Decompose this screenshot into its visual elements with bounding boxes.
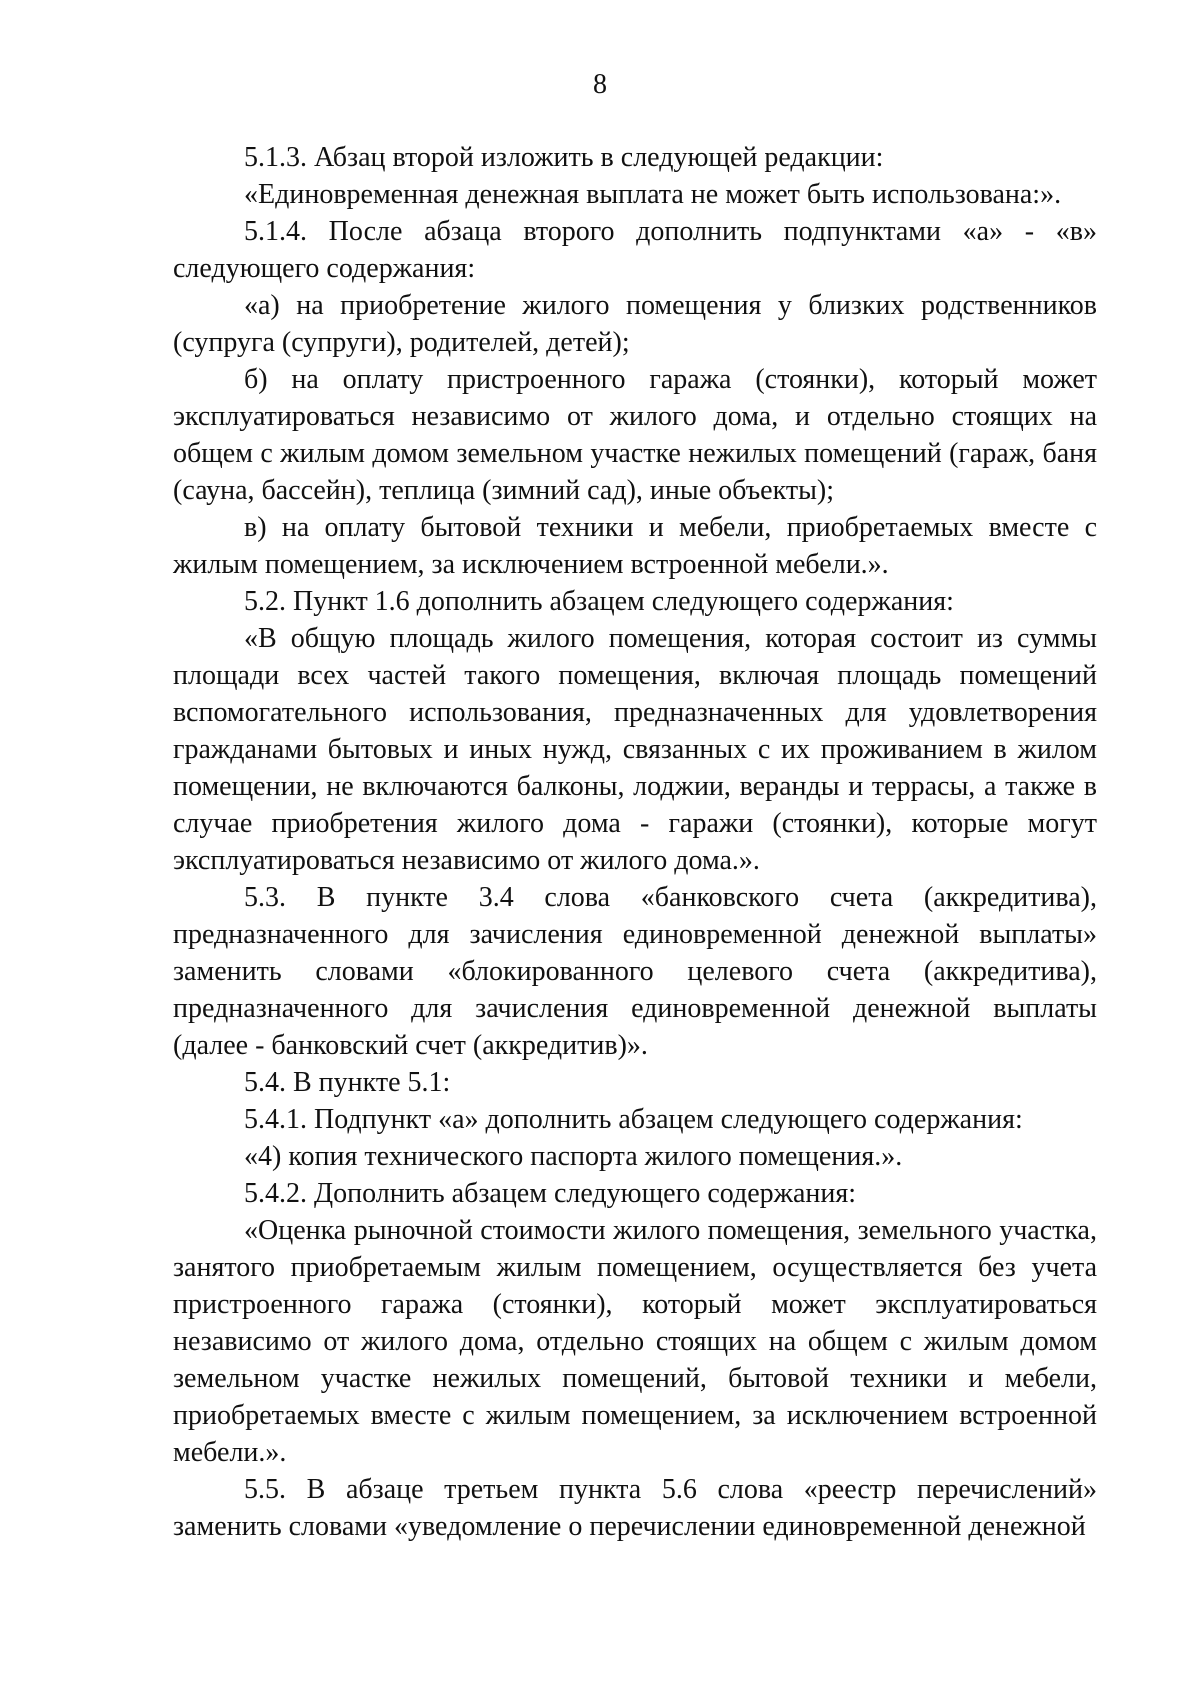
paragraph-quote-payment: «Единовременная денежная выплата не может быть использована:». <box>244 179 1062 210</box>
paragraph-subitem-a: «а) на приобретение жилого помещения у близких родственников (супруга (супруги), родителей, детей); <box>173 290 1097 358</box>
paragraph-subitem-v: в) на оплату бытовой техники и мебели, приобретаемых вместе с жилым помещением, за исключением встроенной мебели.». <box>173 512 1097 580</box>
paragraph-5-4-2: 5.4.2. Дополнить абзацем следующего содержания: <box>244 1178 857 1209</box>
paragraph-5-2: 5.2. Пункт 1.6 дополнить абзацем следующего содержания: <box>244 586 954 617</box>
paragraph-5-1-4: 5.1.4. После абзаца второго дополнить подпунктами «а» - «в» следующего содержания: <box>173 216 1097 284</box>
paragraph-subitem-b: б) на оплату пристроенного гаража (стоянки), который может эксплуатироваться независимо от жилого дома, и отдельно стоящих на общем с жилым домом земельном участке нежилых помещений (гараж, баня (сауна, бассейн), теплица (зимний сад), иные объекты); <box>173 364 1097 506</box>
paragraph-5-1-3: 5.1.3. Абзац второй изложить в следующей редакции: <box>244 142 884 173</box>
paragraph-5-4: 5.4. В пункте 5.1: <box>244 1067 451 1098</box>
paragraph-quote-area: «В общую площадь жилого помещения, которая состоит из суммы площади всех частей такого помещения, включая площадь помещений вспомогательного использования, предназначенных для удовлетворения гражданами бытовых и иных нужд, связанных с их проживанием в жилом помещении, не включаются балконы, лоджии, веранды и террасы, а также в случае приобретения жилого дома - гаражи (стоянки), которые могут эксплуатироваться независимо от жилого дома.». <box>173 623 1097 876</box>
paragraph-5-5: 5.5. В абзаце третьем пункта 5.6 слова «реестр перечислений» заменить словами «уведомление о перечислении единовременной денежной <box>173 1474 1097 1542</box>
paragraph-5-4-1: 5.4.1. Подпункт «а» дополнить абзацем следующего содержания: <box>244 1104 1023 1135</box>
document-body <box>173 139 1097 1545</box>
paragraph-quote-valuation: «Оценка рыночной стоимости жилого помещения, земельного участка, занятого приобретаемым жилым помещением, осуществляется без учета пристроенного гаража (стоянки), который может эксплуатироваться независимо от жилого дома, отдельно стоящих на общем с жилым домом земельном участке нежилых помещений, бытовой техники и мебели, приобретаемых вместе с жилым помещением, за исключением встроенной мебели.». <box>173 1215 1097 1468</box>
paragraph-quote-passport: «4) копия технического паспорта жилого помещения.». <box>244 1141 903 1172</box>
page-number: 8 <box>593 69 607 100</box>
paragraph-5-3: 5.3. В пункте 3.4 слова «банковского счета (аккредитива), предназначенного для зачисления единовременной денежной выплаты» заменить словами «блокированного целевого счета (аккредитива), предназначенного для зачисления единовременной денежной выплаты (далее - банковский счет (аккредитив)». <box>173 882 1097 1061</box>
